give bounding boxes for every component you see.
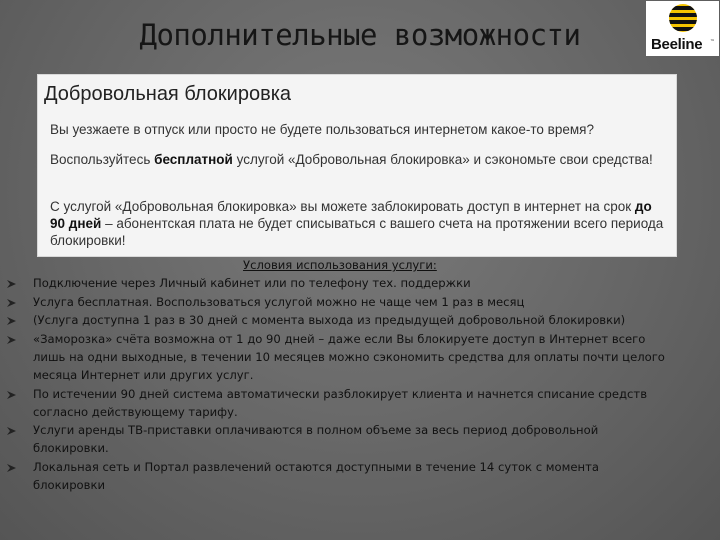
arrow-bullet-icon: [7, 463, 17, 473]
panel-paragraph-3: [50, 198, 668, 249]
para2-bold: бесплатной: [154, 152, 233, 167]
logo-brand-text: Beeline: [651, 36, 703, 53]
arrow-bullet-icon: [7, 316, 17, 326]
panel-paragraph-2: [50, 151, 662, 168]
list-item: [33, 421, 673, 458]
para3-text-end: – абонентская плата не будет списываться с вашего счета на протяжении всего периода блокировки!: [50, 216, 664, 248]
logo-trademark: ™: [710, 39, 715, 45]
list-item: [33, 458, 673, 495]
para2-text-start: Воспользуйтесь: [50, 152, 155, 167]
panel-paragraph-1: Вы уезжаете в отпуск или просто не будете пользоваться интернетом какое-то время?: [50, 122, 594, 137]
arrow-bullet-icon: [7, 426, 17, 436]
list-item: [33, 311, 693, 329]
list-item-text: Услуги аренды ТВ-приставки оплачиваются в полном объеме за весь период добровольной блокировки.: [33, 423, 599, 456]
list-item-text: Подключение через Личный кабинет или по телефону тех. поддержки: [33, 276, 471, 290]
panel-heading: Добровольная блокировка: [44, 83, 292, 105]
para3-text-start: С услугой «Добровольная блокировка» вы можете заблокировать доступ в интернет на срок: [50, 199, 635, 214]
list-item-text: По истечении 90 дней система автоматически разблокирует клиента и начнется списание средств согласно действующему тарифу.: [33, 386, 648, 419]
list-item-text: Услуга бесплатная. Воспользоваться услугой можно не чаще чем 1 раз в месяц: [33, 294, 525, 309]
para2-text-end: услугой «Добровольная блокировка» и сэкономьте свои средства!: [232, 152, 653, 167]
slide-title: Дополнительные возможности: [139, 18, 581, 52]
list-item-text: (Услуга доступна 1 раз в 30 дней с момента выхода из предыдущей добровольной блокировки): [33, 313, 626, 327]
list-item: [33, 330, 678, 385]
arrow-bullet-icon: [7, 279, 17, 289]
beeline-stripes-icon: [669, 2, 697, 34]
list-item: [33, 274, 693, 292]
list-item: [33, 385, 663, 422]
para3-bold: до 90 дней: [50, 199, 652, 231]
arrow-bullet-icon: [7, 390, 17, 400]
arrow-bullet-icon: [7, 298, 17, 308]
arrow-bullet-icon: [7, 335, 17, 345]
list-item-text: Локальная сеть и Портал развлечений остаются доступными в течение 14 суток с момента блокировки: [33, 459, 599, 492]
list-item: [33, 293, 693, 311]
conditions-title: Условия использования услуги:: [243, 258, 437, 272]
list-item-text: «Заморозка» счёта возможна от 1 до 90 дней – даже если Вы блокируете доступ в Интернет всего лишь на одни выходные, в течении 10 месяцев можно сэкономить средства для оплаты почти целого месяца Интернет или других услуг.: [33, 331, 665, 383]
blocking-info-panel: [37, 74, 677, 257]
beeline-logo: [646, 1, 719, 56]
